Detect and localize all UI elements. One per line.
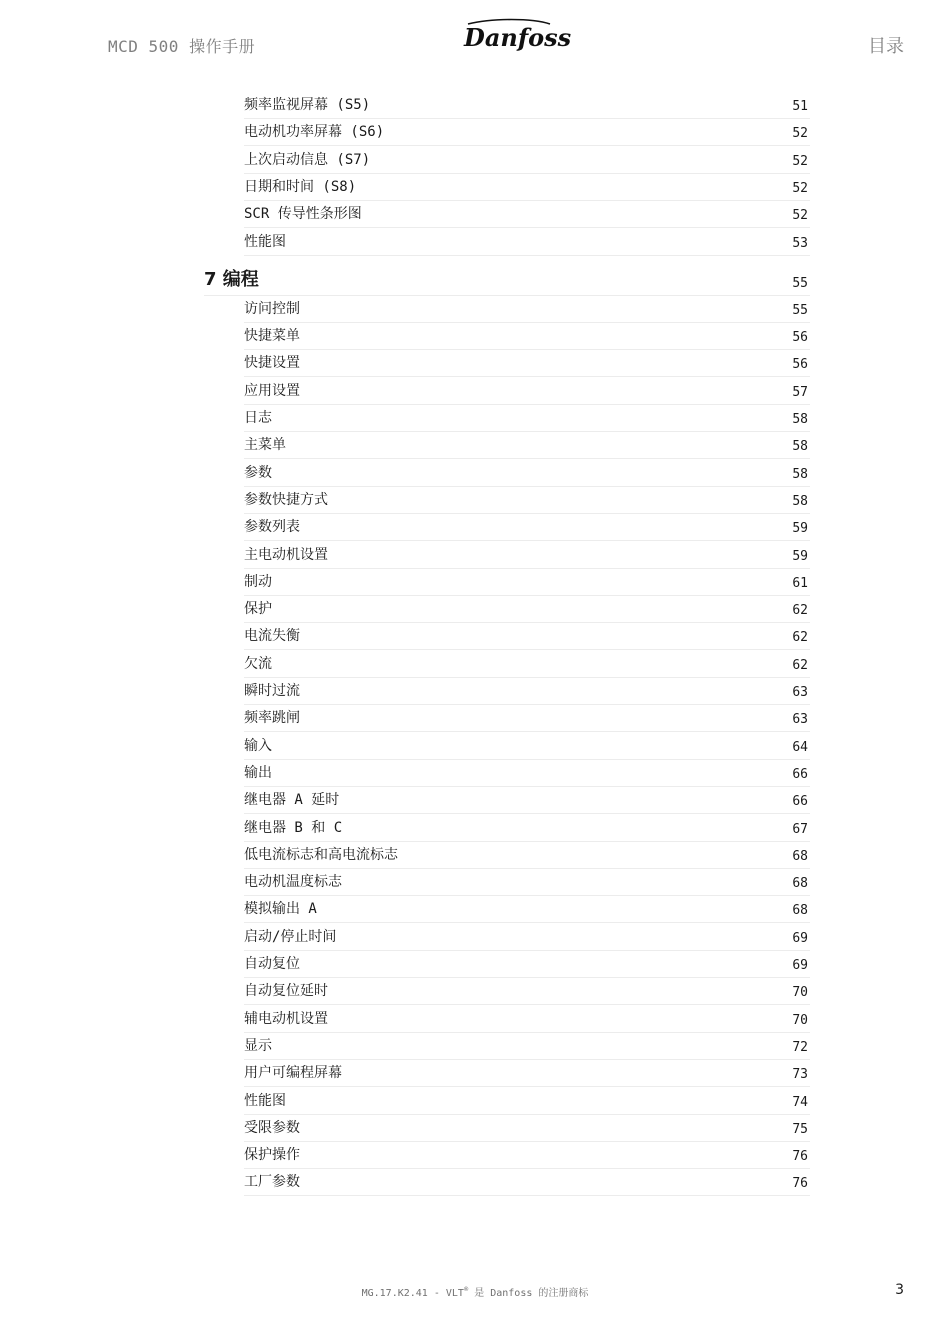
toc-row[interactable] — [244, 542, 810, 569]
toc-entry-label: 输入 — [244, 737, 272, 754]
toc-row[interactable] — [244, 1088, 810, 1115]
toc-row[interactable] — [244, 569, 810, 596]
toc-page-number: 76 — [792, 1149, 808, 1165]
toc-row[interactable] — [244, 460, 810, 487]
toc-row[interactable] — [244, 733, 810, 760]
toc-page-number: 62 — [792, 603, 808, 619]
toc-row[interactable] — [244, 350, 810, 377]
toc-row[interactable] — [244, 869, 810, 896]
toc-entry-label: 主菜单 — [244, 437, 286, 454]
footer-trademark — [0, 1284, 950, 1299]
toc-page-number: 68 — [792, 876, 808, 892]
toc-row[interactable] — [244, 651, 810, 678]
toc-entry-label: 瞬时过流 — [244, 683, 300, 699]
toc-page-number: 57 — [792, 384, 808, 400]
toc-entry-label: 自动复位 — [244, 956, 300, 972]
toc-page-number: 52 — [792, 208, 808, 224]
brand-logo-text: Danfoss — [464, 23, 572, 52]
toc-entry-label: 参数 — [244, 464, 272, 481]
toc-row[interactable] — [244, 147, 810, 174]
toc-page-number: 59 — [792, 548, 808, 564]
toc-page-number: 72 — [792, 1039, 808, 1055]
toc-chapter-row[interactable] — [204, 266, 810, 296]
toc-row[interactable] — [244, 432, 810, 459]
trademark-note: 是 Danfoss 的注册商标 — [468, 1288, 589, 1299]
toc-page-number: 61 — [792, 575, 808, 591]
toc-page-number: 70 — [792, 985, 808, 1001]
toc-entry-label: 辅电动机设置 — [244, 1010, 328, 1027]
toc-page-number: 56 — [792, 357, 808, 373]
toc-row[interactable] — [244, 760, 810, 787]
toc-page-number: 52 — [792, 126, 808, 142]
toc-page-number: 69 — [792, 930, 808, 946]
toc-row[interactable] — [244, 201, 810, 228]
toc-page-number: 58 — [792, 493, 808, 509]
toc-row[interactable] — [244, 705, 810, 732]
toc-page-number: 63 — [792, 712, 808, 728]
danfoss-logo — [462, 18, 572, 52]
toc-entry-label: 继电器 A 延时 — [244, 792, 340, 809]
toc-row[interactable] — [244, 896, 810, 923]
toc-page-number: 62 — [792, 657, 808, 673]
toc-row[interactable] — [244, 623, 810, 650]
toc-entry-label: 启动/停止时间 — [244, 928, 337, 945]
toc-entry-label: 日期和时间 (S8) — [244, 178, 357, 195]
toc-entry-label: 参数列表 — [244, 519, 300, 536]
toc-row[interactable] — [244, 596, 810, 623]
toc-row[interactable] — [244, 678, 810, 705]
toc-row[interactable] — [244, 514, 810, 541]
toc-entry-label: 欠流 — [244, 655, 272, 672]
doc-code: MG.17.K2.41 - VLT — [361, 1288, 464, 1299]
toc-row[interactable] — [244, 924, 810, 951]
toc-page-number: 62 — [792, 630, 808, 646]
toc-row[interactable] — [244, 815, 810, 842]
toc-page-number: 73 — [792, 1067, 808, 1083]
toc-entry-label: 应用设置 — [244, 382, 300, 399]
toc-page-number: 76 — [792, 1176, 808, 1192]
toc-entry-label: 电动机温度标志 — [244, 874, 342, 891]
toc-row[interactable] — [244, 119, 810, 146]
section-title: 目录 — [868, 36, 904, 57]
toc-row[interactable] — [244, 174, 810, 201]
toc-page-number: 55 — [792, 302, 808, 318]
toc-entry-label: SCR 传导性条形图 — [244, 206, 362, 223]
toc-row[interactable] — [244, 1033, 810, 1060]
toc-page-number: 58 — [792, 439, 808, 455]
toc-row[interactable] — [244, 229, 810, 256]
toc-entry-label: 显示 — [244, 1037, 272, 1054]
toc-entry-label: 快捷设置 — [244, 355, 300, 372]
toc-row[interactable] — [244, 1006, 810, 1033]
toc-page-number: 70 — [792, 1012, 808, 1028]
toc-entry-label: 访问控制 — [244, 300, 300, 317]
toc-page-number: 59 — [792, 521, 808, 537]
toc-page-number: 64 — [792, 739, 808, 755]
toc-entry-label: 性能图 — [244, 233, 286, 250]
toc-page-number: 63 — [792, 685, 808, 700]
toc-page-number: 56 — [792, 330, 808, 346]
toc-entry-label: 模拟输出 A — [244, 901, 317, 918]
toc-row[interactable] — [244, 405, 810, 432]
toc-entry-label: 日志 — [244, 410, 272, 426]
toc-page-number: 74 — [792, 1094, 808, 1110]
toc-row[interactable] — [244, 842, 810, 869]
toc-entry-label: 电流失衡 — [244, 628, 300, 645]
toc-row[interactable] — [244, 92, 810, 119]
toc-page-number: 69 — [792, 958, 808, 973]
toc-page-number: 68 — [792, 848, 808, 864]
toc-entry-label: 输出 — [244, 764, 272, 781]
toc-page-number: 68 — [792, 903, 808, 919]
toc-entry-label: 频率监视屏幕 (S5) — [244, 97, 371, 113]
toc-entry-label: 7 编程 — [204, 268, 259, 290]
toc-entry-label: 频率跳闸 — [244, 710, 300, 727]
toc-row[interactable] — [244, 1115, 810, 1142]
toc-entry-label: 保护 — [244, 601, 272, 618]
registered-mark: ® — [463, 1285, 469, 1294]
toc-entry-label: 低电流标志和高电流标志 — [244, 846, 398, 863]
toc-page-number: 52 — [792, 180, 808, 196]
toc-page-number: 58 — [792, 412, 808, 427]
manual-title: MCD 500 操作手册 — [108, 37, 256, 56]
toc-entry-label: 上次启动信息 (S7) — [244, 151, 371, 168]
toc-row[interactable] — [244, 323, 810, 350]
toc-row[interactable] — [244, 951, 810, 978]
toc-row[interactable] — [244, 787, 810, 814]
toc-row[interactable] — [244, 1060, 810, 1087]
toc-entry-label: 工厂参数 — [244, 1174, 300, 1191]
toc-entry-label: 用户可编程屏幕 — [244, 1065, 342, 1082]
toc-entry-label: 性能图 — [244, 1092, 286, 1109]
toc-page-number: 66 — [792, 766, 808, 782]
toc-entry-label: 制动 — [244, 573, 272, 590]
toc-page-number: 66 — [792, 794, 808, 810]
toc-entry-label: 快捷菜单 — [244, 328, 300, 345]
toc-page-number: 53 — [792, 235, 808, 251]
toc-row[interactable] — [244, 1142, 810, 1169]
toc-entry-label: 主电动机设置 — [244, 546, 328, 563]
toc-page-number: 67 — [792, 821, 808, 837]
toc-entry-label: 受限参数 — [244, 1119, 300, 1136]
toc-page-number: 58 — [792, 466, 808, 482]
toc-page-number: 51 — [792, 99, 808, 114]
toc-row[interactable] — [244, 487, 810, 514]
toc-page-number: 75 — [792, 1121, 808, 1137]
toc-entry-label: 参数快捷方式 — [244, 491, 328, 508]
toc-row[interactable] — [244, 378, 810, 405]
toc-entry-label: 继电器 B 和 C — [244, 819, 343, 836]
toc-row[interactable] — [244, 296, 810, 323]
page-number: 3 — [895, 1282, 904, 1298]
toc-page-number: 55 — [792, 275, 808, 291]
toc-entry-label: 保护操作 — [244, 1147, 300, 1164]
toc-row[interactable] — [244, 1169, 810, 1196]
toc-entry-label: 自动复位延时 — [244, 983, 328, 1000]
toc-entry-label: 电动机功率屏幕 (S6) — [244, 124, 385, 141]
toc-row[interactable] — [244, 978, 810, 1005]
toc-page-number: 52 — [792, 153, 808, 169]
